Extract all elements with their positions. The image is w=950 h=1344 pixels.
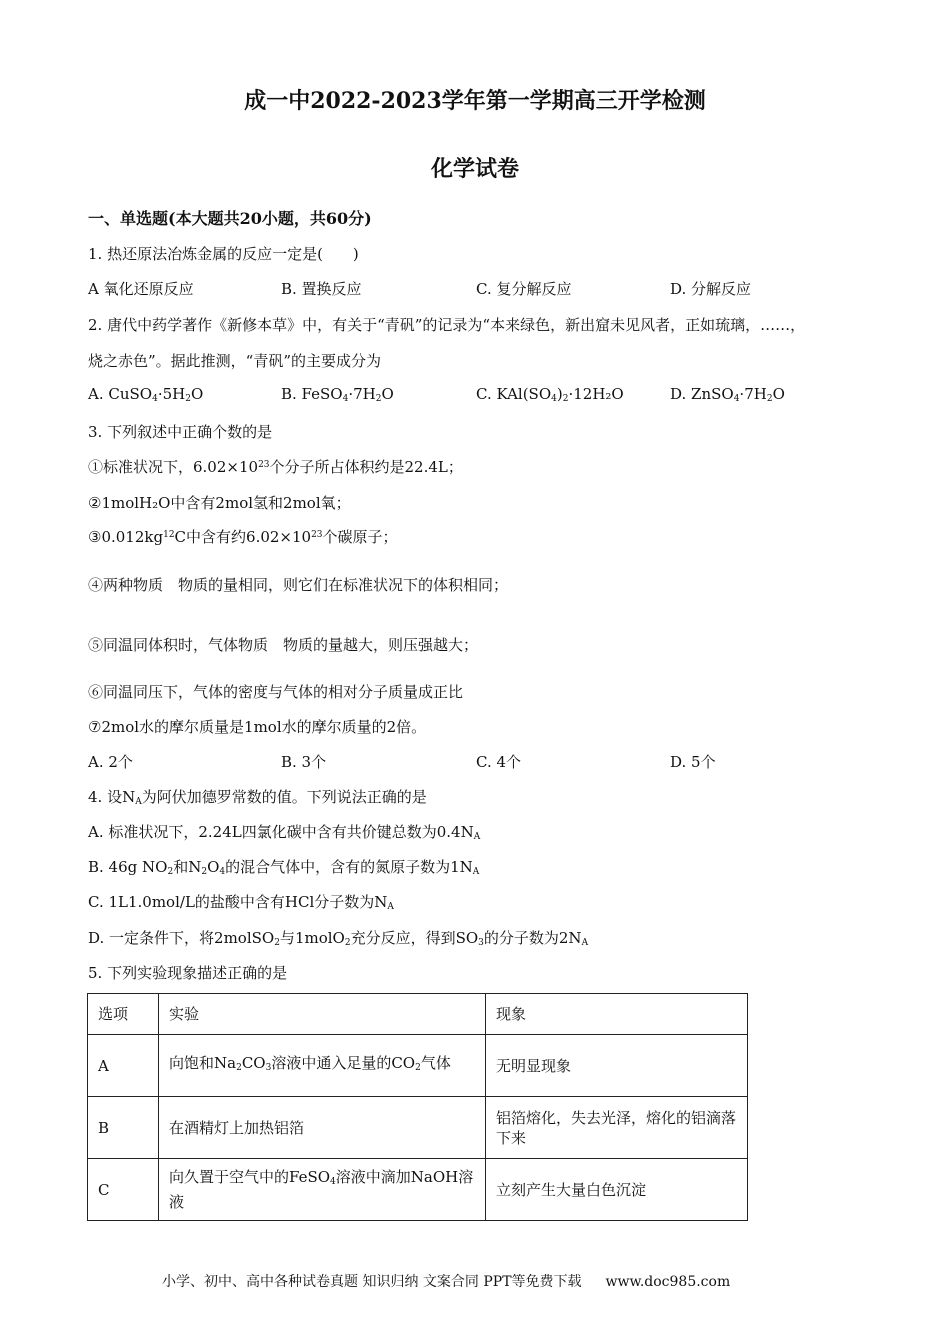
q1-option-b: B. 置换反应 <box>281 280 362 298</box>
q3-statement-4: ④两种物质 物质的量相同，则它们在标准状况下的体积相同； <box>88 576 509 594</box>
table-header-phenomenon: 现象 <box>486 994 748 1035</box>
row-b-option: B <box>88 1097 159 1159</box>
q3-option-a: A. 2个 <box>88 753 133 771</box>
q4-option-c: C. 1L1.0mol/L的盐酸中含有HCl分子数为$N_A$ <box>88 893 394 912</box>
row-a-experiment: 向饱和$Na_2CO_3$溶液中通入足量的$CO_2$气体 <box>159 1035 486 1097</box>
q4-option-b: B. 46g $NO_2$和$N_2O_4$的混合气体中，含有的氮原子数为$1N_A$ <box>88 858 480 877</box>
row-c-phenomenon: 立刻产生大量白色沉淀 <box>486 1159 748 1221</box>
q4-option-d: D. 一定条件下，将2molSO$_2$与1molO$_2$充分反应，得到$SO_3$的分子数为$2N_A$ <box>88 929 589 948</box>
table-row <box>88 1097 748 1159</box>
question-4-stem: 4. 设$N_A$为阿伏加德罗常数的值。下列说法正确的是 <box>88 788 427 807</box>
question-1-stem: 1. 热还原法冶炼金属的反应一定是( ) <box>88 245 359 263</box>
q2-option-d: D. $ZnSO_4\cdot 7H_2O$ <box>670 385 785 404</box>
q3-statement-2: ②1molH₂O中含有2mol氢和2mol氧； <box>88 494 351 512</box>
table-header-experiment: 实验 <box>159 994 486 1035</box>
q3-statement-7: ⑦2mol水的摩尔质量是1mol水的摩尔质量的2倍。 <box>88 718 427 736</box>
footer-text: 小学、初中、高中各种试卷真题 知识归纳 文案合同 PPT等免费下载 <box>162 1274 582 1290</box>
q1-option-a: A 氧化还原反应 <box>88 280 194 298</box>
row-a-option: A <box>88 1035 159 1097</box>
page-footer <box>162 1271 730 1291</box>
q1-option-c: C. 复分解反应 <box>476 280 572 298</box>
q1-option-d: D. 分解反应 <box>670 280 752 298</box>
table-row <box>88 1035 748 1097</box>
experiment-table <box>87 993 748 1221</box>
footer-url[interactable]: www.doc985.com <box>605 1274 731 1290</box>
q3-statement-1: ①标准状况下，$6.02\times 10^{23}$个分子所占体积约是22.4L； <box>88 458 463 476</box>
q2-option-a: A. $CuSO_4\cdot 5H_2O$ <box>88 385 204 404</box>
table-header-row <box>88 994 748 1035</box>
question-2-stem-line1: 2. 唐代中药学著作《新修本草》中，有关于“青矾”的记录为“本来绿色，新出窟未见风者，正如琉璃，……， <box>88 316 806 334</box>
q3-statement-5: ⑤同温同体积时，气体物质 物质的量越大，则压强越大； <box>88 636 479 654</box>
q3-option-c: C. 4个 <box>476 753 522 771</box>
row-a-phenomenon: 无明显现象 <box>486 1035 748 1097</box>
q2-option-b: B. $FeSO_4\cdot 7H_2O$ <box>281 385 394 404</box>
exam-subtitle: 化学试卷 <box>430 156 519 182</box>
q3-statement-3: $③0.012kg^{12}C$中含有约$6.02\times 10^{23}$个碳原子； <box>88 528 398 546</box>
question-2-stem-line2: 烧之赤色”。据此推测，“青矾”的主要成分为 <box>88 352 382 370</box>
row-c-option: C <box>88 1159 159 1221</box>
q3-option-b: B. 3个 <box>281 753 327 771</box>
q2-option-c: C. $KAl(SO_4)_2\cdot 12H_2O$ <box>476 385 624 404</box>
section-heading: 一、单选题(本大题共20小题，共60分) <box>88 209 372 228</box>
q4-option-a: A. 标准状况下，2.24L四氯化碳中含有共价键总数为$0.4N_A$ <box>88 823 481 842</box>
row-c-experiment: 向久置于空气中的FeSO$_4$溶液中滴加NaOH溶液 <box>159 1159 486 1221</box>
table-header-option: 选项 <box>88 994 159 1035</box>
table-row <box>88 1159 748 1221</box>
q3-statement-6: ⑥同温同压下，气体的密度与气体的相对分子质量成正比 <box>88 683 464 701</box>
question-5-stem: 5. 下列实验现象描述正确的是 <box>88 964 288 982</box>
row-b-experiment: 在酒精灯上加热铝箔 <box>159 1097 486 1159</box>
q3-option-d: D. 5个 <box>670 753 716 771</box>
row-b-phenomenon: 铝箔熔化，失去光泽，熔化的铝滴落下来 <box>486 1097 748 1159</box>
question-3-stem: 3. 下列叙述中正确个数的是 <box>88 423 273 441</box>
exam-title: 成一中2022-2023学年第一学期高三开学检测 <box>244 88 706 114</box>
